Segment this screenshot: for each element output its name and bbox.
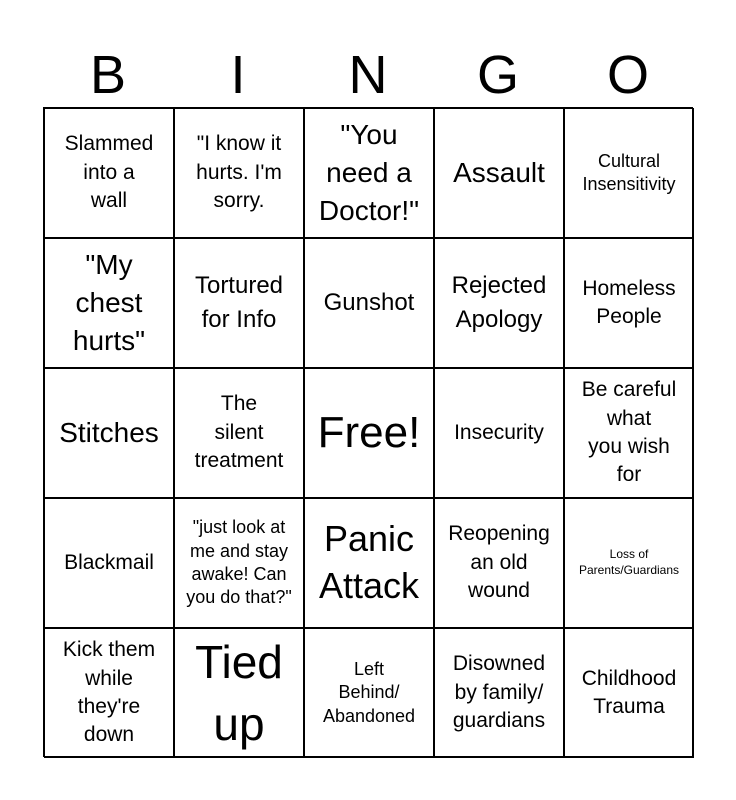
bingo-cell[interactable]: Reopening an old wound <box>434 498 564 628</box>
bingo-cell[interactable]: Kick them while they're down <box>44 628 174 758</box>
bingo-grid <box>43 107 693 757</box>
bingo-cell[interactable]: "You need a Doctor!" <box>304 108 434 238</box>
bingo-cell[interactable]: Stitches <box>44 368 174 498</box>
bingo-cell[interactable]: Cultural Insensitivity <box>564 108 694 238</box>
bingo-cell[interactable]: Left Behind/ Abandoned <box>304 628 434 758</box>
bingo-cell[interactable]: Homeless People <box>564 238 694 368</box>
free-space-cell[interactable]: Free! <box>304 368 434 498</box>
bingo-cell[interactable]: Tied up <box>174 628 304 758</box>
header-letter-b: B <box>89 45 127 105</box>
bingo-cell[interactable]: Loss of Parents/Guardians <box>564 498 694 628</box>
bingo-cell[interactable]: Rejected Apology <box>434 238 564 368</box>
bingo-cell[interactable]: Slammed into a wall <box>44 108 174 238</box>
bingo-cell[interactable]: Be careful what you wish for <box>564 368 694 498</box>
bingo-cell[interactable]: The silent treatment <box>174 368 304 498</box>
header-letter-i: I <box>230 45 246 105</box>
bingo-cell[interactable]: "My chest hurts" <box>44 238 174 368</box>
header-letter-o: O <box>606 45 649 105</box>
bingo-header <box>43 44 693 106</box>
bingo-cell[interactable]: Assault <box>434 108 564 238</box>
bingo-cell[interactable]: Disowned by family/ guardians <box>434 628 564 758</box>
bingo-cell[interactable]: Blackmail <box>44 498 174 628</box>
bingo-cell[interactable]: "just look at me and stay awake! Can you do that?" <box>174 498 304 628</box>
bingo-cell[interactable]: Childhood Trauma <box>564 628 694 758</box>
bingo-cell[interactable]: Panic Attack <box>304 498 434 628</box>
bingo-cell[interactable]: "I know it hurts. I'm sorry. <box>174 108 304 238</box>
header-letter-n: N <box>348 45 388 105</box>
bingo-cell[interactable]: Insecurity <box>434 368 564 498</box>
bingo-cell[interactable]: Tortured for Info <box>174 238 304 368</box>
bingo-cell[interactable]: Gunshot <box>304 238 434 368</box>
header-letter-g: G <box>476 45 519 105</box>
